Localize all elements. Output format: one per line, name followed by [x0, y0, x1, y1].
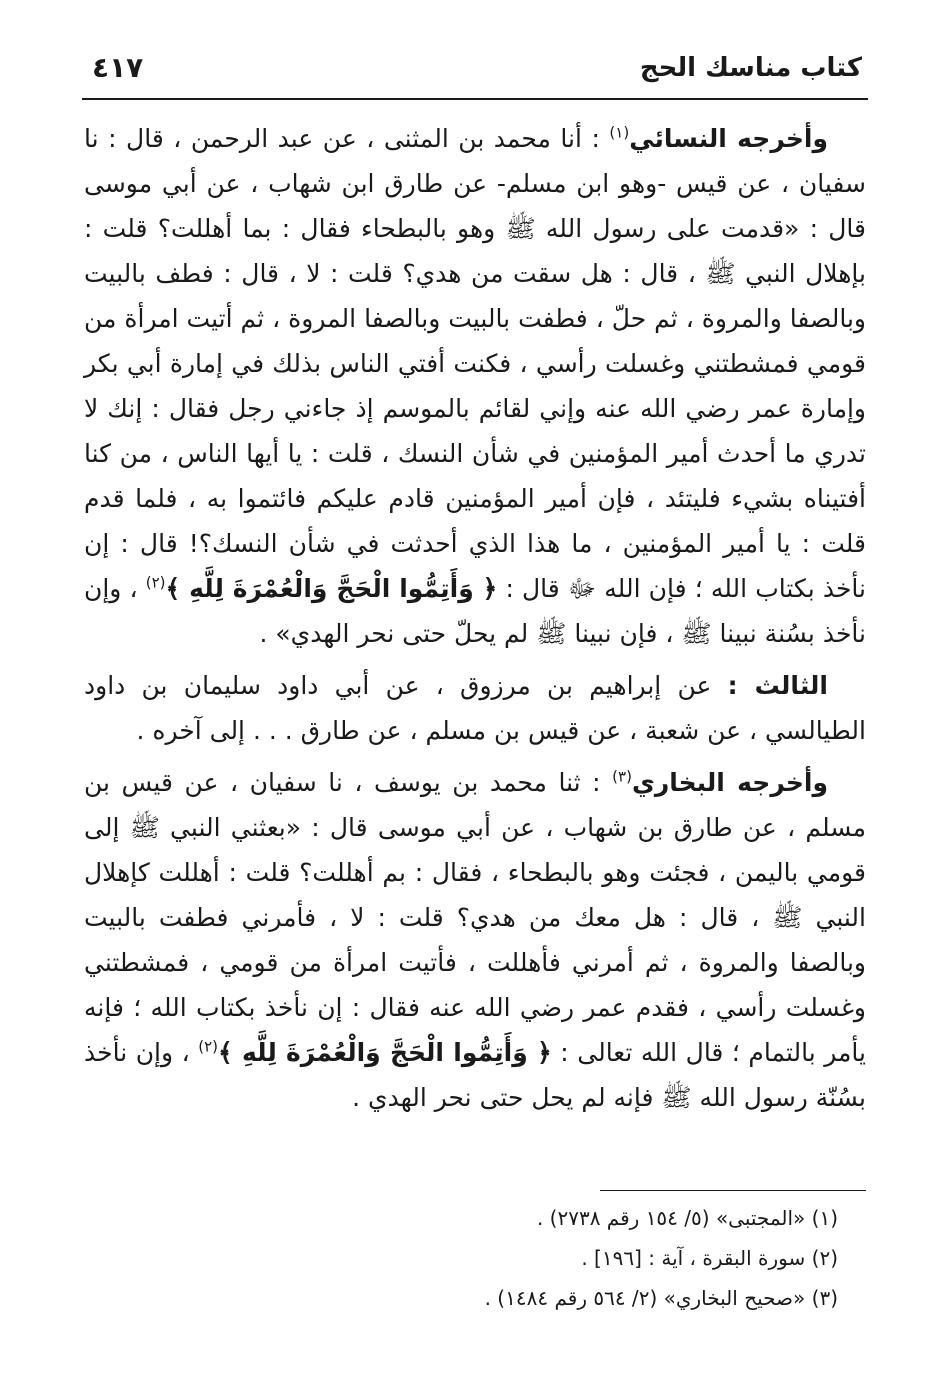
- paragraph-lead: وأخرجه البخاري: [631, 768, 828, 797]
- paragraph-text-continued: ، وإن نأخذ بسُنّة رسول الله ﷺ فإنه لم يحل حتى نحر الهدي .: [84, 1038, 866, 1112]
- page-number: ٤١٧: [92, 51, 144, 84]
- paragraph-third: [84, 663, 866, 753]
- paragraph-text: : أنا محمد بن المثنى ، عن عبد الرحمن ، قال : نا سفيان ، عن قيس -وهو ابن مسلم- عن طارق ابن شهاب ، عن أبي موسى قال : «قدمت على رسول الله ﷺ وهو بالبطحاء فقال : بما أهللت؟ قلت : بإهلال النبي ﷺ ، قال : هل سقت من هدي؟ قلت : لا ، قال : فطف بالبيت وبالصفا والمروة ، ثم حلّ ، فطفت بالبيت وبالصفا المروة ، ثم أتيت امرأة من قومي فمشطتني وغسلت رأسي ، فكنت أفتي الناس بذلك في إمارة أبي بكر وإمارة عمر رضي الله عنه وإني لقائم بالموسم إذ جاءني رجل فقال : إنك لا تدري ما أحدث أمير المؤمنين في شأن النسك ، قلت : يا أيها الناس ، من كنا أفتيناه بشيء فليتئد ، فإن أمير المؤمنين قادم عليكم فائتموا به ، فلما قدم قلت : يا أمير المؤمنين ، ما هذا الذي أحدثت في شأن النسك؟! قال : إن نأخذ بكتاب الله ؛ فإن الله ﷻ قال :: [84, 124, 866, 603]
- main-text: [84, 116, 866, 1120]
- paragraph-bukhari: [84, 760, 866, 1120]
- footnote-rule: [600, 1190, 866, 1191]
- paragraph-lead: الثالث :: [727, 671, 828, 700]
- paragraph-text-continued: ، وإن نأخذ بسُنة نبينا ﷺ ، فإن نبينا ﷺ لم يحلّ حتى نحر الهدي» .: [84, 574, 866, 648]
- footnote-ref: (٢): [198, 1037, 219, 1056]
- footnote-ref: (٣): [612, 767, 632, 786]
- paragraph-nasai: [84, 116, 866, 656]
- footnotes: [98, 1198, 838, 1318]
- quran-verse: ﴿ وَأَتِمُّوا الْحَجَّ وَالْعُمْرَةَ لِلَّهِ ﴾: [165, 574, 498, 603]
- footnote-2: (٢) سورة البقرة ، آية : [١٩٦] .: [581, 1246, 838, 1270]
- running-title: كتاب مناسك الحج: [639, 53, 862, 83]
- paragraph-text: : ثنا محمد بن يوسف ، نا سفيان ، عن قيس بن مسلم ، عن طارق بن شهاب ، عن أبي موسى قال : «بعثني النبي ﷺ إلى قومي باليمن ، فجئت وهو بالبطحاء ، فقال : بم أهللت؟ قلت : أهللت كإهلال النبي ﷺ ، قال : هل معك من هدي؟ قلت : لا ، فأمرني فطفت بالبيت وبالصفا والمروة ، ثم أمرني فأهللت ، فأتيت امرأة من قومي ، فمشطتني وغسلت رأسي ، فقدم عمر رضي الله عنه فقال : إن نأخذ بكتاب الله ؛ فإنه يأمر بالتمام ؛ قال الله تعالى :: [84, 768, 866, 1067]
- footnote-1: (١) «المجتبى» (٥/ ١٥٤ رقم ٢٧٣٨) .: [536, 1206, 838, 1230]
- paragraph-text: عن إبراهيم بن مرزوق ، عن أبي داود سليمان بن داود الطيالسي ، عن شعبة ، عن قيس بن مسلم ، عن طارق . . . إلى آخره .: [84, 671, 866, 745]
- footnote-ref: (٢): [145, 573, 166, 592]
- footnote-3: (٣) «صحيح البخاري» (٢/ ٥٦٤ رقم ١٤٨٤) .: [484, 1286, 838, 1310]
- footnote-ref: (١): [609, 123, 630, 142]
- quran-verse: ﴿ وَأَتِمُّوا الْحَجَّ وَالْعُمْرَةَ لِلَّهِ ﴾: [218, 1038, 552, 1067]
- header-rule: [82, 98, 868, 100]
- paragraph-lead: وأخرجه النسائي: [629, 124, 829, 153]
